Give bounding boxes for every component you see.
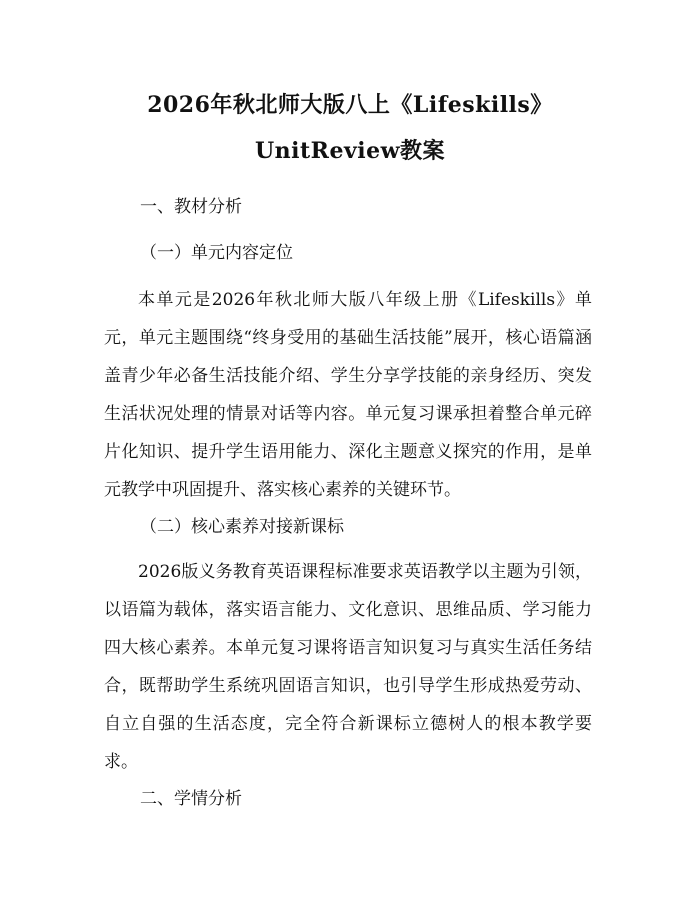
document-subtitle: UnitReview教案 xyxy=(254,138,446,164)
paragraph-unit-positioning: 本单元是2026年秋北师大版八年级上册《Lifeskills》单元，单元主题围绕“终身受用的基础生活技能”展开，核心语篇涵盖青少年必备生活技能介绍、学生分享学技能的亲身经历、突发生活状况处理的情景对话等内容。单元复习课承担着整合单元碎片化知识、提升学生语用能力、深化主题意义探究的作用，是单元教学中巩固提升、落实核心素养的关键环节。 xyxy=(104,290,592,500)
section-heading-textbook-analysis: 一、教材分析 xyxy=(140,197,242,217)
subsection-heading-unit-positioning: （一）单元内容定位 xyxy=(140,243,293,263)
document-title: 2026年秋北师大版八上《Lifeskills》 xyxy=(147,92,553,118)
subsection-heading-core-literacy: （二）核心素养对接新课标 xyxy=(140,517,344,537)
section-heading-learner-analysis: 二、学情分析 xyxy=(140,789,242,809)
paragraph-core-literacy: 2026版义务教育英语课程标准要求英语教学以主题为引领，以语篇为载体，落实语言能力、文化意识、思维品质、学习能力四大核心素养。本单元复习课将语言知识复习与真实生活任务结合，既帮助学生系统巩固语言知识，也引导学生形成热爱劳动、自立自强的生活态度，完全符合新课标立德树人的根本教学要求。 xyxy=(104,562,592,772)
